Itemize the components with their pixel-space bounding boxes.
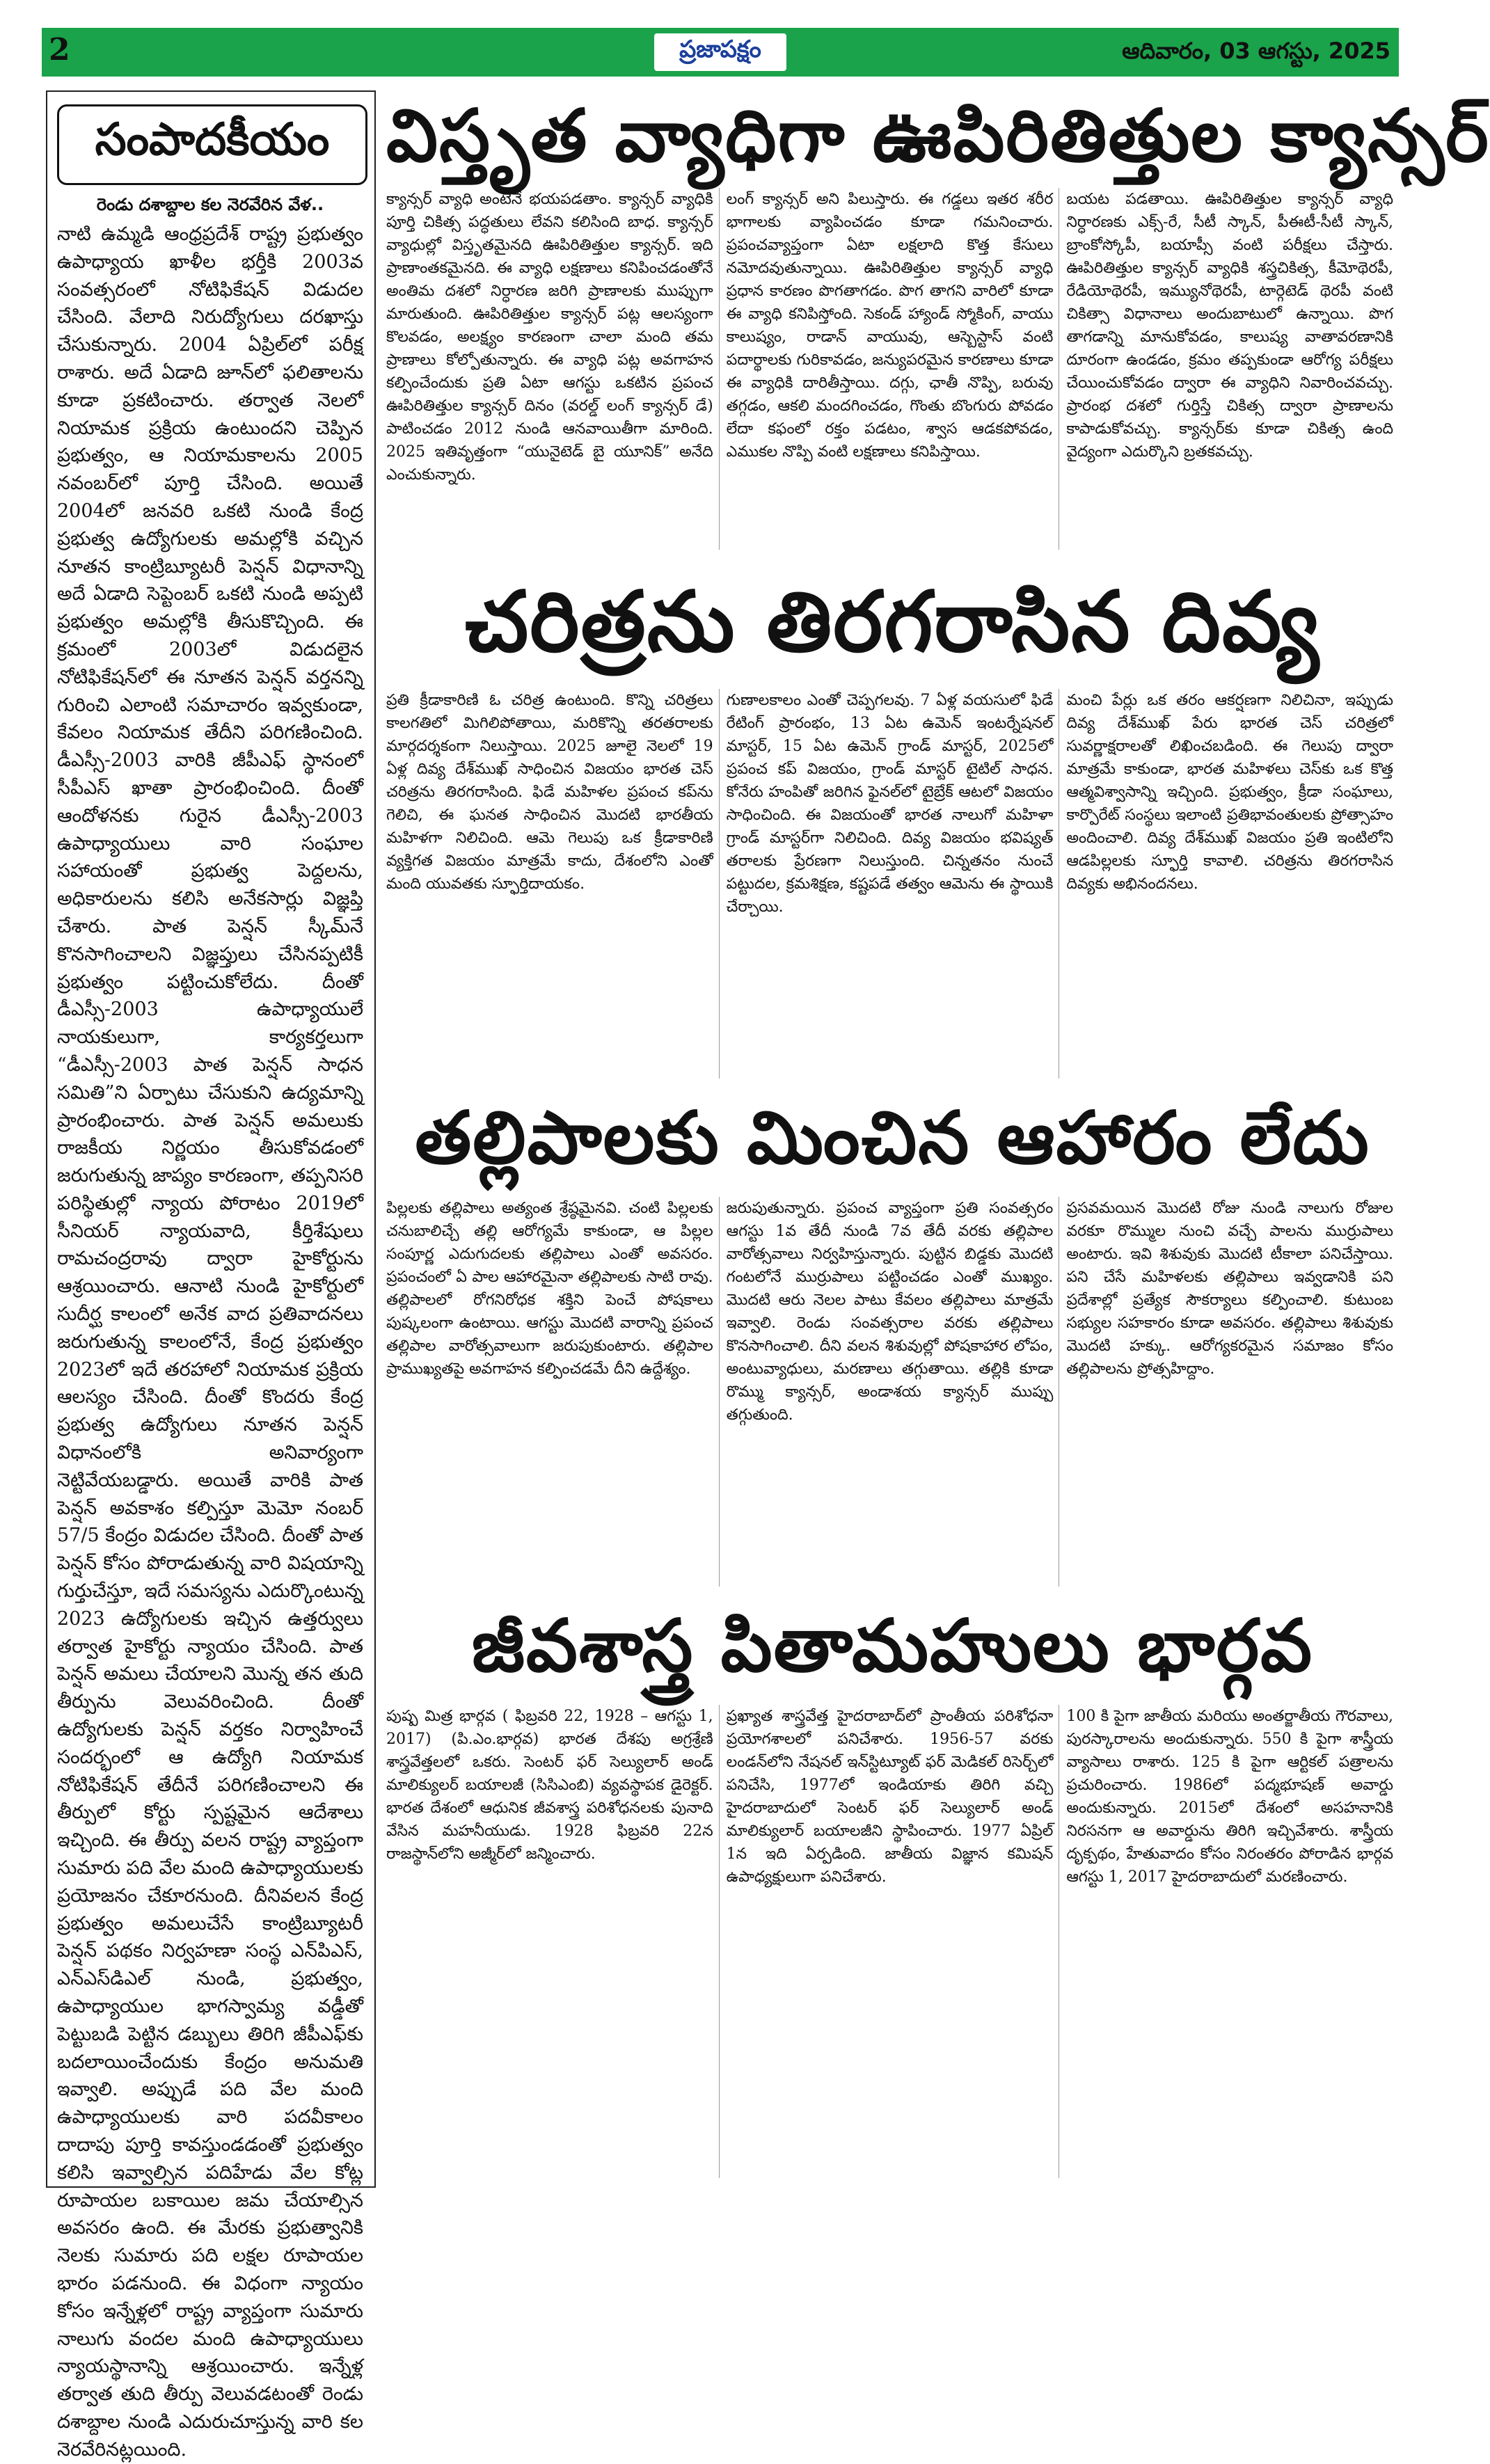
editorial-body: నాటి ఉమ్మడి ఆంధ్రప్రదేశ్ రాష్ట్ర ప్రభుత్వం ఉపాధ్యాయ ఖాళీల భర్తీకి 2003వ సంవత్సరంలో నోటిఫికేషన్ విడుదల చేసింది. వేలాది నిరుద్యోగులు దరఖాస్తు చేసుకున్నారు. 2004 ఏప్రిల్‌లో పరీక్ష రాశారు. అదే ఏడాది జూన్‌లో ఫలితాలను కూడా ప్రకటించారు. తర్వాత నెలలో నియామక ప్రక్రియ ఉంటుందని చెప్పిన ప్రభుత్వం, ఆ నియామకాలను 2005 నవంబర్‌లో పూర్తి చేసింది. అయితే 2004లో జనవరి ఒకటి నుండి కేంద్ర ప్రభుత్వ ఉద్యోగులకు అమల్లోకి వచ్చిన నూతన కాంట్రిబ్యూటరీ పెన్షన్ విధానాన్ని అదే ఏడాది సెప్టెంబర్ ఒకటి నుండి అప్పటి ప్రభుత్వం అమల్లోకి తీసుకొచ్చింది. ఈ క్రమంలో 2003లో విడుదలైన నోటిఫికేషన్‌లో ఈ నూతన పెన్షన్ వర్తనన్ని గురించి ఎలాంటి సమాచారం ఇవ్వకుండా, కేవలం నియామక తేదీని పరిగణించింది. డీఎస్సీ-2003 వారికి జీపీఎఫ్ స్థానంలో సీపీఎస్ ఖాతా ప్రారంభించింది. దీంతో ఆందోళనకు గురైన డీఎస్సీ-2003 ఉపాధ్యాయులు వారి సంఘాల సహాయంతో ప్రభుత్వ పెద్దలను, అధికారులను కలిసి అనేకసార్లు విజ్ఞప్తి చేశారు. పాత పెన్షన్ స్కీమ్‌నే కొనసాగించాలని విజ్ఞప్తులు చేసినప్పటికీ ప్రభుత్వం పట్టించుకోలేదు. దీంతో డీఎస్సీ-2003 ఉపాధ్యాయులే నాయకులుగా, కార్యకర్తలుగా “డీఎస్సీ-2003 పాత పెన్షన్ సాధన సమితి”ని ఏర్పాటు చేసుకుని ఉద్యమాన్ని ప్రారంభించారు. పాత పెన్షన్ అమలుకు రాజకీయ నిర్ణయం తీసుకోవడంలో జరుగుతున్న జాప్యం కారణంగా, తప్పనిసరి పరిస్థితుల్లో న్యాయ పోరాటం 2019లో సీనియర్ న్యాయవాది, కీర్తిశేషులు రామచంద్రరావు ద్వారా హైకోర్టును ఆశ్రయించారు. ఆనాటి నుండి హైకోర్టులో సుదీర్ఘ కాలంలో అనేక వాద ప్రతివాదనలు జరుగుతున్న కాలంలోనే, కేంద్ర ప్రభుత్వం 2023లో ఇదే తరహాలో నియామక ప్రక్రియ ఆలస్యం చేసింది. దీంతో కొందరు కేంద్ర ప్రభుత్వ ఉద్యోగులు నూతన పెన్షన్ విధానంలోకి అనివార్యంగా నెట్టివేయబడ్డారు. అయితే వారికి పాత పెన్షన్ అవకాశం కల్పిస్తూ మెమో నంబర్ 57/5 కేంద్రం విడుదల చేసింది. దీంతో పాత పెన్షన్ కోసం పోరాడుతున్న వారి విషయాన్ని గుర్తుచేస్తూ, ఇదే సమస్యను ఎదుర్కొంటున్న 2023 ఉద్యోగులకు ఇచ్చిన ఉత్తర్వులు తర్వాత హైకోర్టు న్యాయం చేసింది. పాత పెన్షన్ అమలు చేయాలని మొన్న తన తుది తీర్పును వెలువరించింది. దీంతో ఉద్యోగులకు పెన్షన్ వర్తకం నిర్వాహించే సందర్భంలో ఆ ఉద్యోగి నియామక నోటిఫికేషన్ తేదీనే పరిగణించాలని ఈ తీర్పులో కోర్టు స్పష్టమైన ఆదేశాలు ఇచ్చింది. ఈ తీర్పు వలన రాష్ట్ర వ్యాప్తంగా సుమారు పది వేల మంది ఉపాధ్యాయులకు ప్రయోజనం చేకూరనుంది. దీనివలన కేంద్ర ప్రభుత్వం అమలుచేసే కాంట్రిబ్యూటరీ పెన్షన్ పథకం నిర్వహణా సంస్థ ఎన్‌పిఎస్, ఎన్‌ఎస్‌డిఎల్ నుండి, ప్రభుత్వం, ఉపాధ్యాయుల భాగస్వామ్య వడ్డీతో పెట్టుబడి పెట్టిన డబ్బులు తిరిగి జీపీఎఫ్‌కు బదలాయించేందుకు కేంద్రం అనుమతి ఇవ్వాలి. అప్పుడే పది వేల మంది ఉపాధ్యాయులకు వారి పదవీకాలం దాదాపు పూర్తి కావస్తుండడంతో ప్రభుత్వం కలిసి ఇవ్వాల్సిన పదిహేడు వేల కోట్ల రూపాయల బకాయిల జమ చేయాల్సిన అవసరం ఉంది. ఈ మేరకు ప్రభుత్వానికి నెలకు సుమారు పది లక్షల రూపాయల భారం పడనుంది. ఈ విధంగా న్యాయం కోసం ఇన్నేళ్లలో రాష్ట్ర వ్యాప్తంగా సుమారు నాలుగు వందల మంది ఉపాధ్యాయులు న్యాయస్థానాన్ని ఆశ్రయించారు. ఇన్నేళ్ల తర్వాత తుది తీర్పు వెలువడటంతో రెండు దశాబ్దాల నుండి ఎదురుచూస్తున్న వారి కల నెరవేరినట్లయింది. [57,223,363,2461]
article-column: ప్రసవమయిన మొదటి రోజు నుండి నాలుగు రోజుల వరకూ రొమ్ముల నుంచి వచ్చే పాలను ముర్రుపాలు అంటారు. ఇవి శిశువుకు మొదటి టీకాలా పనిచేస్తాయి. పని చేసే మహిళలకు తల్లిపాలు ఇవ్వడానికి పని ప్రదేశాల్లో ప్రత్యేక సౌకర్యాలు కల్పించాలి. కుటుంబ సభ్యుల సహకారం కూడా అవసరం. తల్లిపాలు శిశువుకు మొదటి హక్కు. ఆరోగ్యకరమైన సమాజం కోసం తల్లిపాలను ప్రోత్సహిద్దాం. [1066,1200,1394,1378]
article-body [386,689,1399,1079]
editorial-title: రెండు దశాబ్దాల కల నెరవేరిన వేళ.. [96,195,324,214]
article-column: లంగ్ క్యాన్సర్ అని పిలుస్తారు. ఈ గడ్డలు ఇతర శరీర భాగాలకు వ్యాపించడం కూడా గమనించారు. ప్రపంచవ్యాప్తంగా ఏటా లక్షలాది కొత్త కేసులు నమోదవుతున్నాయి. ఊపిరితిత్తుల క్యాన్సర్ వ్యాధి ప్రధాన కారణం పొగతాగడం. పొగ తాగని వారిలో కూడా ఈ వ్యాధి కనిపిస్తోంది. సెకండ్ హ్యాండ్ స్మోకింగ్, వాయు కాలుష్యం, రాడాన్ వాయువు, ఆస్బెస్టాస్ వంటి పదార్థాలకు గురికావడం, జన్యుపరమైన కారణాలు కూడా ఈ వ్యాధికి దారితీస్తాయి. దగ్గు, ఛాతీ నొప్పి, బరువు తగ్గడం, ఆకలి మందగించడం, గొంతు బొంగురు పోవడం లేదా కఫంలో రక్తం పడటం, శ్వాస ఆడకపోవడం, ఎముకల నొప్పి వంటి లక్షణాలు కనిపిస్తాయి. [727,188,1060,550]
editorial-column [46,90,376,2461]
article-headline: జీవశాస్త్ర పితామహులు భార్గవ [471,1603,1314,1688]
article-headline: విస్తృత వ్యాధిగా ఊపిరితిత్తుల క్యాన్సర్ [386,93,1490,178]
issue-date: ఆదివారం, 03 ఆగస్టు, 2025 [1122,38,1390,64]
article-column: బయట పడతాయి. ఊపిరితిత్తుల క్యాన్సర్ వ్యాధి నిర్ధారణకు ఎక్స్-రే, సీటీ స్కాన్, పీఈటీ-సీటీ స్కాన్, బ్రాంకోస్కోపీ, బయాప్సీ వంటి పరీక్షలు చేస్తారు. ఊపిరితిత్తుల క్యాన్సర్ వ్యాధికి శస్త్రచికిత్స, కీమోథెరపీ, రేడియోథెరపీ, ఇమ్యునోథెరపీ, టార్గెటెడ్ థెరపీ వంటి చికిత్సా విధానాలు అందుబాటులో ఉన్నాయి. పొగ తాగడాన్ని మానుకోవడం, కాలుష్య వాతావరణానికి దూరంగా ఉండడం, క్రమం తప్పకుండా ఆరోగ్య పరీక్షలు చేయించుకోవడం ద్వారా ఈ వ్యాధిని నివారించవచ్చు. ప్రారంభ దశలో గుర్తిస్తే చికిత్స ద్వారా ప్రాణాలను కాపాడుకోవచ్చు. క్యాన్సర్‌కు కూడా చికిత్స ఉంది వైద్యంగా ఎదుర్కొని బ్రతకవచ్చు. [1066,191,1394,461]
article-headline: చరిత్రను తిరగరాసిన దివ్య [465,574,1320,671]
article-column: పుష్ప మిత్ర భార్గవ ( ఫిబ్రవరి 22, 1928 – ఆగస్టు 1, 2017) (పి.ఎం.భార్గవ) భారత దేశపు అగ్రశ్రేణి శాస్త్రవేత్తలలో ఒకరు. సెంటర్ ఫర్ సెల్యులార్ అండ్ మాలిక్యులర్ బయాలజీ (సిసిఎంబి) వ్యవస్థాపక డైరెక్టర్. భారత దేశంలో ఆధునిక జీవశాస్త్ర పరిశోధనలకు పునాది వేసిన మహనీయుడు. 1928 ఫిబ్రవరి 22న రాజస్థాన్‌లోని అజ్మీర్‌లో జన్మించారు. [386,1705,720,2178]
article-column: జరుపుతున్నారు. ప్రపంచ వ్యాప్తంగా ప్రతి సంవత్సరం ఆగస్టు 1వ తేదీ నుండి 7వ తేదీ వరకు తల్లిపాల వారోత్సవాలు నిర్వహిస్తున్నారు. పుట్టిన బిడ్డకు మొదటి గంటలోనే ముర్రుపాలు పట్టించడం ఎంతో ముఖ్యం. మొదటి ఆరు నెలల పాటు కేవలం తల్లిపాలు మాత్రమే ఇవ్వాలి. రెండు సంవత్సరాల వరకు తల్లిపాలు కొనసాగించాలి. దీని వలన శిశువుల్లో పోషకాహార లోపం, అంటువ్యాధులు, మరణాలు తగ్గుతాయి. తల్లికి కూడా రొమ్ము క్యాన్సర్, అండాశయ క్యాన్సర్ ముప్పు తగ్గుతుంది. [727,1197,1060,1587]
article-body [386,1705,1399,2178]
article-column: గుణాలకాలం ఎంతో చెప్పగలవు. 7 ఏళ్ల వయసులో ఫిడే రేటింగ్ ప్రారంభం, 13 ఏట ఉమెన్ ఇంటర్నేషనల్ మాస్టర్, 15 ఏట ఉమెన్ గ్రాండ్ మాస్టర్, 2025లో ప్రపంచ కప్ విజయం, గ్రాండ్ మాస్టర్ టైటిల్ సాధన. కోనేరు హంపితో జరిగిన ఫైనల్‌లో టైబ్రేక్ ఆటలో విజయం సాధించింది. ఈ విజయంతో భారత నాలుగో మహిళా గ్రాండ్ మాస్టర్‌గా నిలిచింది. దివ్య విజయం భవిష్యత్ తరాలకు ప్రేరణగా నిలుస్తుంది. చిన్నతనం నుంచే పట్టుదల, క్రమశిక్షణ, కష్టపడే తత్వం ఆమెను ఈ స్థాయికి చేర్చాయి. [727,689,1060,1079]
article-column: ప్రతి క్రీడాకారిణి ఓ చరిత్ర ఉంటుంది. కొన్ని చరిత్రలు కాలగతిలో మిగిలిపోతాయి, మరికొన్ని తరతరాలకు మార్గదర్శకంగా నిలుస్తాయి. 2025 జూలై నెలలో 19 ఏళ్ల దివ్య దేశ్‌ముఖ్ సాధించిన విజయం భారత చెస్ చరిత్రను తిరగరాసింది. ఫిడే మహిళల ప్రపంచ కప్‌ను గెలిచి, ఈ ఘనత సాధించిన మొదటి భారతీయ మహిళగా నిలిచింది. ఆమె గెలుపు ఒక క్రీడాకారిణి వ్యక్తిగత విజయం మాత్రమే కాదు, దేశంలోని ఎంతో మంది యువతకు స్ఫూర్తిదాయకం. [386,689,720,1079]
article-column: మంచి పేర్లు ఒక తరం ఆకర్షణగా నిలిచినా, ఇప్పుడు దివ్య దేశ్‌ముఖ్ పేరు భారత చెస్ చరిత్రలో సువర్ణాక్షరాలతో లిఖించబడింది. ఈ గెలుపు ద్వారా మాత్రమే కాకుండా, భారత మహిళలు చెస్‌కు ఒక కొత్త ఆత్మవిశ్వాసాన్ని ఇచ్చింది. ప్రభుత్వం, క్రీడా సంఘాలు, కార్పొరేట్ సంస్థలు ఇలాంటి ప్రతిభావంతులకు ప్రోత్సాహం అందించాలి. దివ్య దేశ్‌ముఖ్ విజయం ప్రతి ఇంటిలోని ఆడపిల్లలకు స్ఫూర్తి కావాలి. చరిత్రను తిరగరాసిన దివ్యకు అభినందనలు. [1066,692,1394,893]
articles-area [386,90,1490,2185]
editorial-label: సంపాదకీయం [57,104,367,185]
page-number: 2 [49,32,70,67]
article-headline: తల్లిపాలకు మించిన ఆహారం లేదు [415,1095,1370,1180]
article-column: పిల్లలకు తల్లిపాలు అత్యంత శ్రేష్ఠమైనవి. చంటి పిల్లలకు చనుబాలిచ్చే తల్లి ఆరోగ్యమే కాకుండా, ఆ పిల్లల సంపూర్ణ ఎదుగుదలకు తల్లిపాలు ఎంతో అవసరం. ప్రపంచంలో ఏ పాల ఆహారమైనా తల్లిపాలకు సాటి రావు. తల్లిపాలలో రోగనిరోధక శక్తిని పెంచే పోషకాలు పుష్కలంగా ఉంటాయి. ఆగస్టు మొదటి వారాన్ని ప్రపంచ తల్లిపాల వారోత్సవాలుగా జరుపుకుంటారు. తల్లిపాల ప్రాముఖ్యతపై అవగాహన కల్పించడమే దీని ఉద్దేశ్యం. [386,1197,720,1587]
article-column: క్యాన్సర్ వ్యాధి అంటేనే భయపడతాం. క్యాన్సర్ వ్యాధికి పూర్తి చికిత్స పద్ధతులు లేవని కలిసింది బాధ. క్యాన్సర్ వ్యాధుల్లో విస్తృతమైనది ఊపిరితిత్తుల క్యాన్సర్. ఇది ప్రాణాంతకమైనది. ఈ వ్యాధి లక్షణాలు కనిపించడంతోనే అంతిమ దశలో నిర్ధారణ జరిగి ప్రాణాలకు ముప్పుగా మారుతుంది. ఊపిరితిత్తుల క్యాన్సర్ పట్ల ఆలస్యంగా కొలవడం, అలక్ష్యం కారణంగా చాలా మంది తమ ప్రాణాలు కోల్పోతున్నారు. ఈ వ్యాధి పట్ల అవగాహన కల్పించేందుకు ప్రతి ఏటా ఆగస్టు ఒకటిన ప్రపంచ ఊపిరితిత్తుల క్యాన్సర్ దినం (వరల్డ్ లంగ్ క్యాన్సర్ డే) పాటించడం 2012 నుండి ఆనవాయితీగా మారింది. 2025 ఇతివృత్తంగా “యునైటెడ్ బై యూనిక్” అనేది ఎంచుకున్నారు. [386,188,720,550]
article-body [386,188,1399,550]
article-body [386,1197,1399,1587]
article-column: 100 కి పైగా జాతీయ మరియు అంతర్జాతీయ గౌరవాలు, పురస్కారాలను అందుకున్నారు. 550 కి పైగా శాస్త్రీయ వ్యాసాలు రాశారు. 125 కి పైగా ఆర్టికల్ పత్రాలను ప్రచురించారు. 1986లో పద్మభూషణ్ అవార్డు అందుకున్నారు. 2015లో దేశంలో అసహనానికి నిరసనగా ఆ అవార్డును తిరిగి ఇచ్చివేశారు. శాస్త్రీయ దృక్పథం, హేతువాదం కోసం నిరంతరం పోరాడిన భార్గవ ఆగస్టు 1, 2017 హైదరాబాదులో మరణించారు. [1066,1708,1394,1886]
article-column: ప్రఖ్యాత శాస్త్రవేత్త హైదరాబాద్‌లో ప్రాంతీయ పరిశోధనా ప్రయోగశాలలో పనిచేశారు. 1956-57 వరకు లండన్‌లోని నేషనల్ ఇన్‌స్టిట్యూట్ ఫర్ మెడికల్ రిసెర్చ్‌లో పనిచేసి, 1977లో ఇండియాకు తిరిగి వచ్చి హైదరాబాదులో సెంటర్ ఫర్ సెల్యులార్ అండ్ మాలిక్యులార్ బయాలజీని స్థాపించారు. 1977 ఏప్రిల్ 1న ఇది ఏర్పడింది. జాతీయ విజ్ఞాన కమిషన్ ఉపాధ్యక్షులుగా పనిచేశారు. [727,1705,1060,2178]
newspaper-logo: ప్రజాపక్షం [654,33,786,71]
page-header [42,28,1399,77]
